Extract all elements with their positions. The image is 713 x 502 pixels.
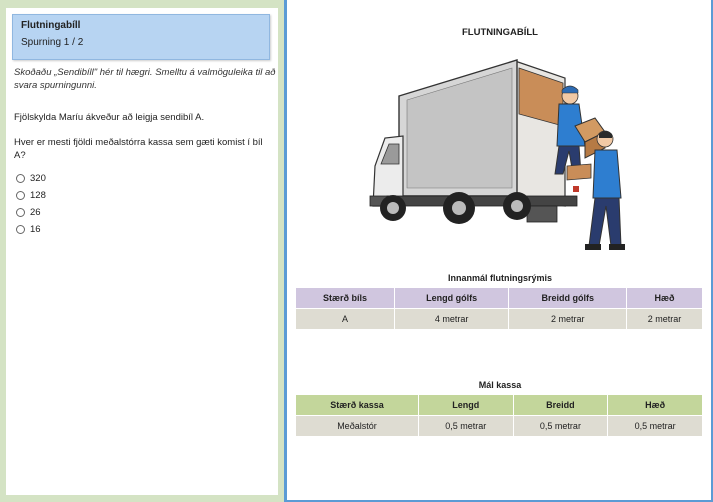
option-label: 26 xyxy=(30,207,41,218)
question-panel xyxy=(6,8,278,495)
table2-caption: Mál kassa xyxy=(478,380,522,390)
table-header-row xyxy=(296,288,703,309)
answer-options xyxy=(16,170,46,238)
cargo-dimensions-table xyxy=(295,287,703,330)
table-cell: 0,5 metrar xyxy=(418,416,513,437)
option-320[interactable] xyxy=(16,170,46,187)
table-header-cell: Breidd xyxy=(513,395,608,416)
radio-button[interactable] xyxy=(16,174,25,183)
question-text: Hver er mesti fjöldi meðalstórra kassa sem gæti komist í bíl A? xyxy=(14,137,263,161)
table-header-cell: Breidd gólfs xyxy=(509,288,627,309)
option-label: 128 xyxy=(30,190,46,201)
table-cell: A xyxy=(296,309,395,330)
table-cell: 2 metrar xyxy=(627,309,703,330)
box-dimensions-table xyxy=(295,394,703,437)
table-cell: 0,5 metrar xyxy=(608,416,703,437)
unit-title: Flutningabíll xyxy=(21,20,81,31)
option-16[interactable] xyxy=(16,221,46,238)
intro-text: Fjölskylda Maríu ákveður að leigja sendibíl A. xyxy=(14,112,205,123)
table-header-cell: Lengd xyxy=(418,395,513,416)
option-label: 320 xyxy=(30,173,46,184)
table-cell: 0,5 metrar xyxy=(513,416,608,437)
stimulus-title: FLUTNINGABÍLL xyxy=(462,27,538,38)
table-header-cell: Stærð kassa xyxy=(296,395,419,416)
table1-caption: Innanmál flutningsrýmis xyxy=(447,273,552,283)
radio-button[interactable] xyxy=(16,225,25,234)
instruction-text: Skoðaðu „Sendibíll" hér til hægri. Smelltu á valmöguleika til að svara spurningunni. xyxy=(14,67,276,91)
table-header-cell: Hæð xyxy=(627,288,703,309)
table-row xyxy=(296,309,703,330)
left-frame xyxy=(0,0,284,502)
table-header-row xyxy=(296,395,703,416)
option-label: 16 xyxy=(30,224,41,235)
moving-truck-illustration xyxy=(367,56,629,256)
table-header-cell: Lengd gólfs xyxy=(395,288,509,309)
table-header-cell: Stærð bíls xyxy=(296,288,395,309)
unit-header xyxy=(12,14,270,60)
option-26[interactable] xyxy=(16,204,46,221)
table-row xyxy=(296,416,703,437)
table-cell: 4 metrar xyxy=(395,309,509,330)
option-128[interactable] xyxy=(16,187,46,204)
radio-button[interactable] xyxy=(16,208,25,217)
stimulus-panel xyxy=(287,0,713,502)
question-counter: Spurning 1 / 2 xyxy=(21,37,84,48)
table-cell: Meðalstór xyxy=(296,416,419,437)
table-cell: 2 metrar xyxy=(509,309,627,330)
table-header-cell: Hæð xyxy=(608,395,703,416)
radio-button[interactable] xyxy=(16,191,25,200)
